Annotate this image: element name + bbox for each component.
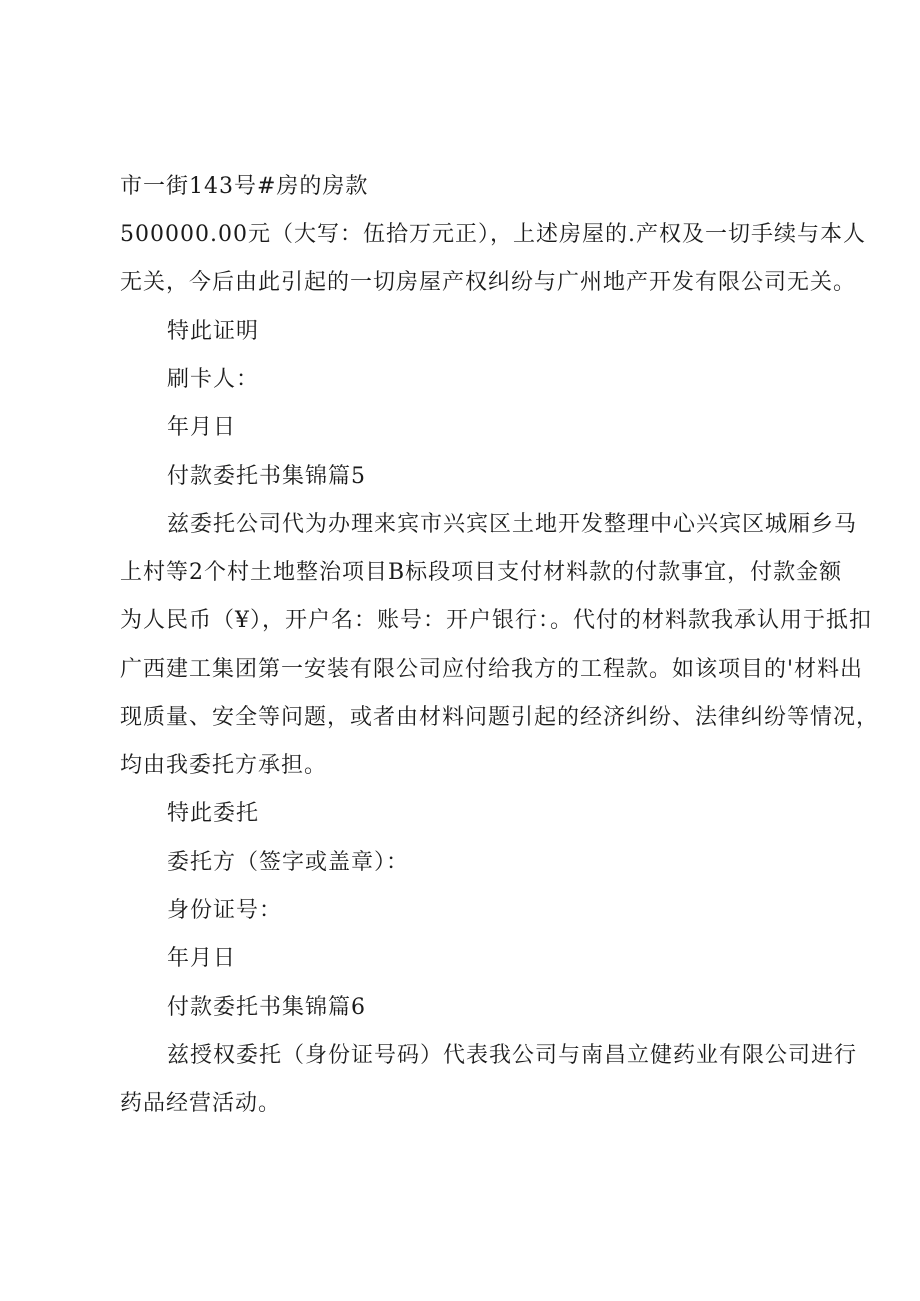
text-line: 委托方（签字或盖章）： [167,850,410,875]
text-line: 年月日 [167,946,237,971]
section-heading: 付款委托书集锦篇6 [167,995,366,1020]
text-line: 刷卡人： [167,367,260,392]
text-line: 年月日 [167,415,237,440]
text-line: 市一街143号#房的房款 [120,174,369,199]
text-line: 特此证明 [167,319,260,344]
text-line: 上村等2个村土地整治项目B标段项目支付材料款的付款事宜，付款金额 [120,560,843,585]
text-line: 为人民币（¥），开户名：账号：开户银行：。代付的材料款我承认用于抵扣 [120,608,872,633]
text-line: 兹授权委托（身份证号码）代表我公司与南昌立健药业有限公司进行 [167,1043,858,1068]
section-heading: 付款委托书集锦篇5 [167,464,366,489]
text-line: 现质量、安全等问题，或者由材料问题引起的经济纠纷、法律纠纷等情况， [120,705,880,730]
text-line: 均由我委托方承担。 [120,753,328,778]
text-line: 广西建工集团第一安装有限公司应付给我方的工程款。如该项目的'材料出 [120,657,864,682]
text-line: 身份证号： [167,898,283,923]
text-line: 兹委托公司代为办理来宾市兴宾区土地开发整理中心兴宾区城厢乡马 [167,512,858,537]
text-line: 无关，今后由此引起的一切房屋产权纠纷与广州地产开发有限公司无关。 [120,270,857,295]
text-line: 药品经营活动。 [120,1091,282,1116]
text-line: 特此委托 [167,801,260,826]
text-line: 500000.00元（大写：伍拾万元正），上述房屋的.产权及一切手续与本人 [120,222,866,247]
